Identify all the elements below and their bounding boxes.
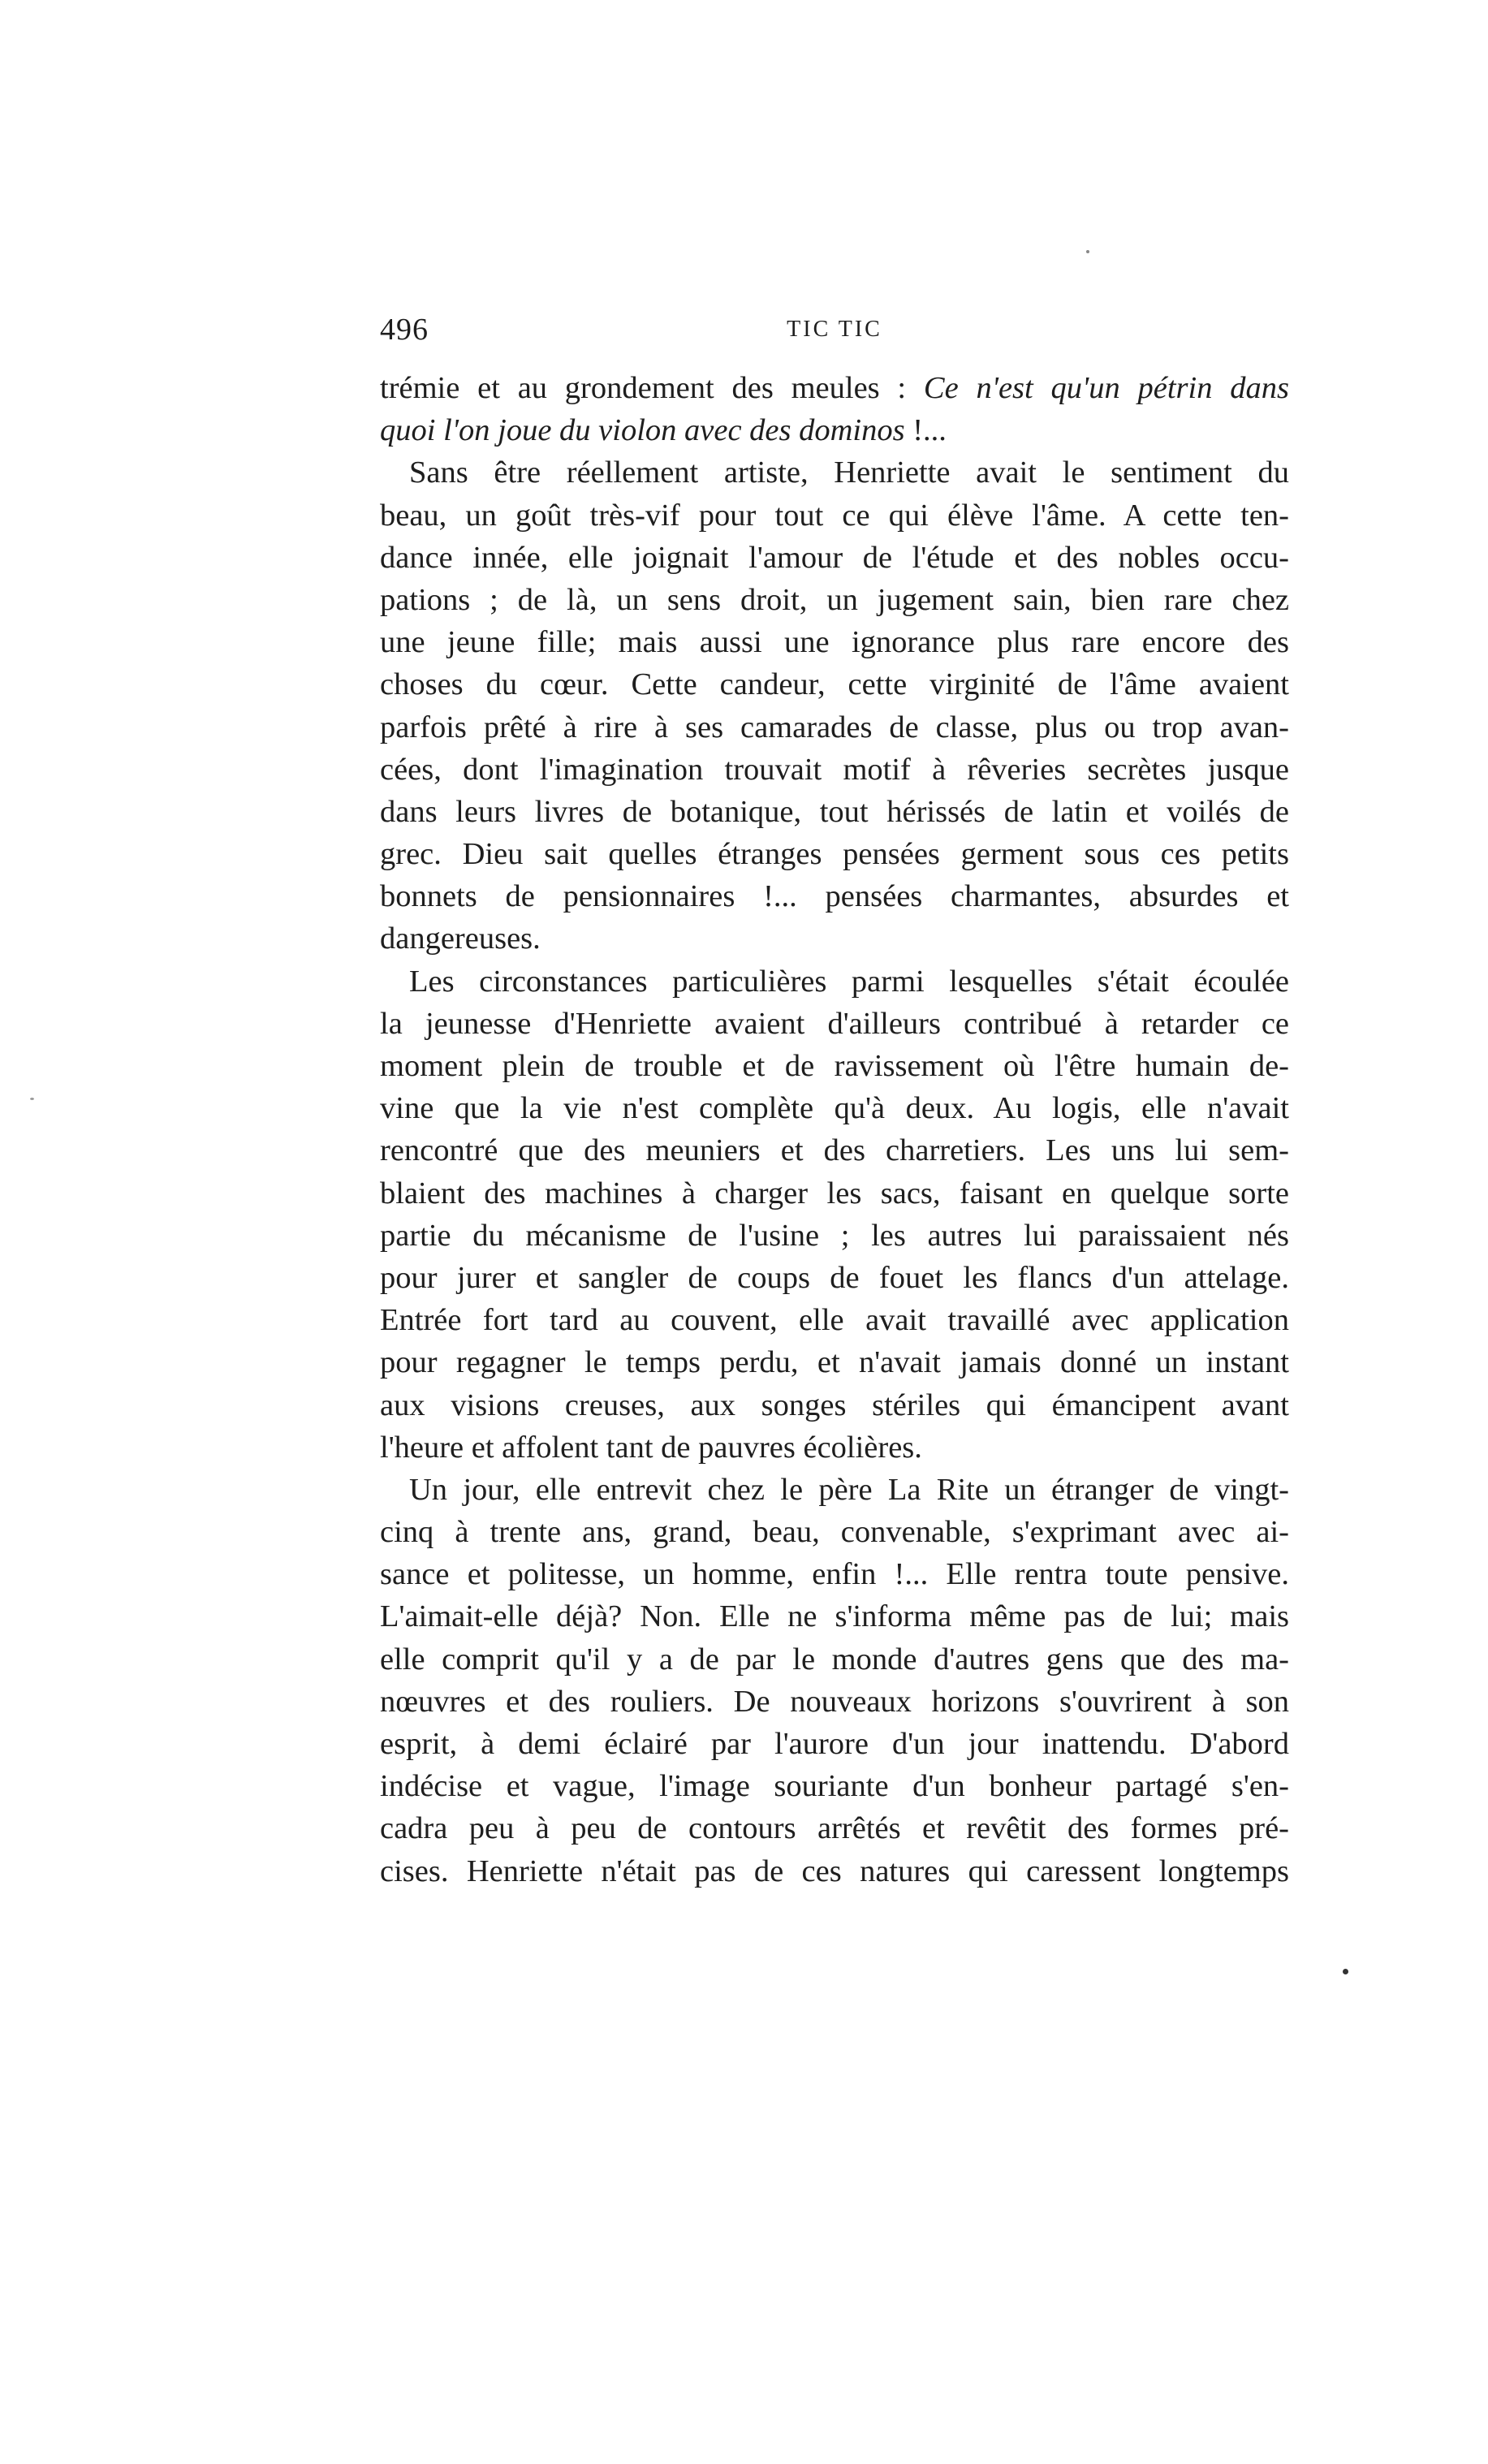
text-line: une jeune fille; mais aussi une ignorance plus rare encore des: [380, 625, 1289, 660]
text-line: indécise et vague, l'image souriante d'un bonheur partagé s'en-: [380, 1769, 1289, 1804]
paragraph-start-line: Sans être réellement artiste, Henriette avait le sentiment du: [409, 455, 1289, 490]
text-line: parfois prêté à rire à ses camarades de classe, plus ou trop avan-: [380, 710, 1289, 744]
text-line: cises. Henriette n'était pas de ces natures qui caressent longtemps: [380, 1853, 1289, 1888]
text-line: choses du cœur. Cette candeur, cette virginité de l'âme avaient: [380, 667, 1289, 702]
text-line: dans leurs livres de botanique, tout hérissés de latin et voilés de: [380, 794, 1289, 829]
text-line: pations ; de là, un sens droit, un jugement sain, bien rare chez: [380, 582, 1289, 617]
text-line: la jeunesse d'Henriette avaient d'ailleurs contribué à retarder ce: [380, 1006, 1289, 1041]
paper-speck: [1086, 250, 1089, 253]
text-line: [380, 409, 1289, 451]
page-number: 496: [380, 313, 429, 347]
text-line: nœuvres et des rouliers. De nouveaux horizons s'ouvrirent à son: [380, 1684, 1289, 1719]
italic-quote: quoi l'on joue du violon avec des dominos: [380, 413, 905, 448]
text-line: cadra peu à peu de contours arrêtés et revêtit des formes pré-: [380, 1811, 1289, 1846]
paragraph-end-line: dangereuses.: [380, 921, 541, 956]
text-line: cinq à trente ans, grand, beau, convenable, s'exprimant avec ai-: [380, 1515, 1289, 1550]
text-line: pour jurer et sangler de coups de fouet les flancs d'un attelage.: [380, 1260, 1289, 1295]
paper-speck: [1343, 1969, 1348, 1974]
text-run: !...: [904, 413, 947, 448]
text-line: rencontré que des meuniers et des charretiers. Les uns lui sem-: [380, 1133, 1289, 1168]
paragraph-start-line: Un jour, elle entrevit chez le père La Rite un étranger de vingt-: [409, 1472, 1289, 1507]
text-line: beau, un goût très-vif pour tout ce qui élève l'âme. A cette ten-: [380, 498, 1289, 533]
text-line: partie du mécanisme de l'usine ; les autres lui paraissaient nés: [380, 1218, 1289, 1253]
paragraph-end-line: l'heure et affolent tant de pauvres écolières.: [380, 1430, 922, 1465]
text-line: aux visions creuses, aux songes stériles qui émancipent avant: [380, 1387, 1289, 1422]
text-line: moment plein de trouble et de ravissement où l'être humain de-: [380, 1049, 1289, 1083]
text-line: esprit, à demi éclairé par l'aurore d'un jour inattendu. D'abord: [380, 1727, 1289, 1761]
text-line: grec. Dieu sait quelles étranges pensées germent sous ces petits: [380, 837, 1289, 872]
text-line: cées, dont l'imagination trouvait motif à rêveries secrètes jusque: [380, 752, 1289, 787]
text-line: bonnets de pensionnaires !... pensées charmantes, absurdes et: [380, 879, 1289, 914]
text-line: [380, 367, 1289, 409]
body-text: [380, 367, 1289, 1892]
italic-quote: Ce n'est qu'un pétrin dans: [923, 371, 1290, 405]
text-line: vine que la vie n'est complète qu'à deux. Au logis, elle n'avait: [380, 1091, 1289, 1126]
text-run: trémie et au grondement des meules :: [380, 371, 924, 405]
text-line: Entrée fort tard au couvent, elle avait travaillé avec application: [380, 1303, 1289, 1338]
text-line: L'aimait-elle déjà? Non. Elle ne s'informa même pas de lui; mais: [380, 1599, 1289, 1634]
text-line: sance et politesse, un homme, enfin !... Elle rentra toute pensive.: [380, 1557, 1289, 1592]
text-line: dance innée, elle joignait l'amour de l'étude et des nobles occu-: [380, 540, 1289, 575]
paper-speck: [30, 1098, 34, 1100]
running-head: TIC TIC: [787, 317, 882, 342]
text-line: elle comprit qu'il y a de par le monde d'autres gens que des ma-: [380, 1642, 1289, 1676]
text-line: blaient des machines à charger les sacs, faisant en quelque sorte: [380, 1176, 1289, 1210]
text-line: pour regagner le temps perdu, et n'avait jamais donné un instant: [380, 1345, 1289, 1380]
paragraph-start-line: Les circonstances particulières parmi lesquelles s'était écoulée: [409, 964, 1289, 999]
page-header: [380, 312, 1289, 360]
